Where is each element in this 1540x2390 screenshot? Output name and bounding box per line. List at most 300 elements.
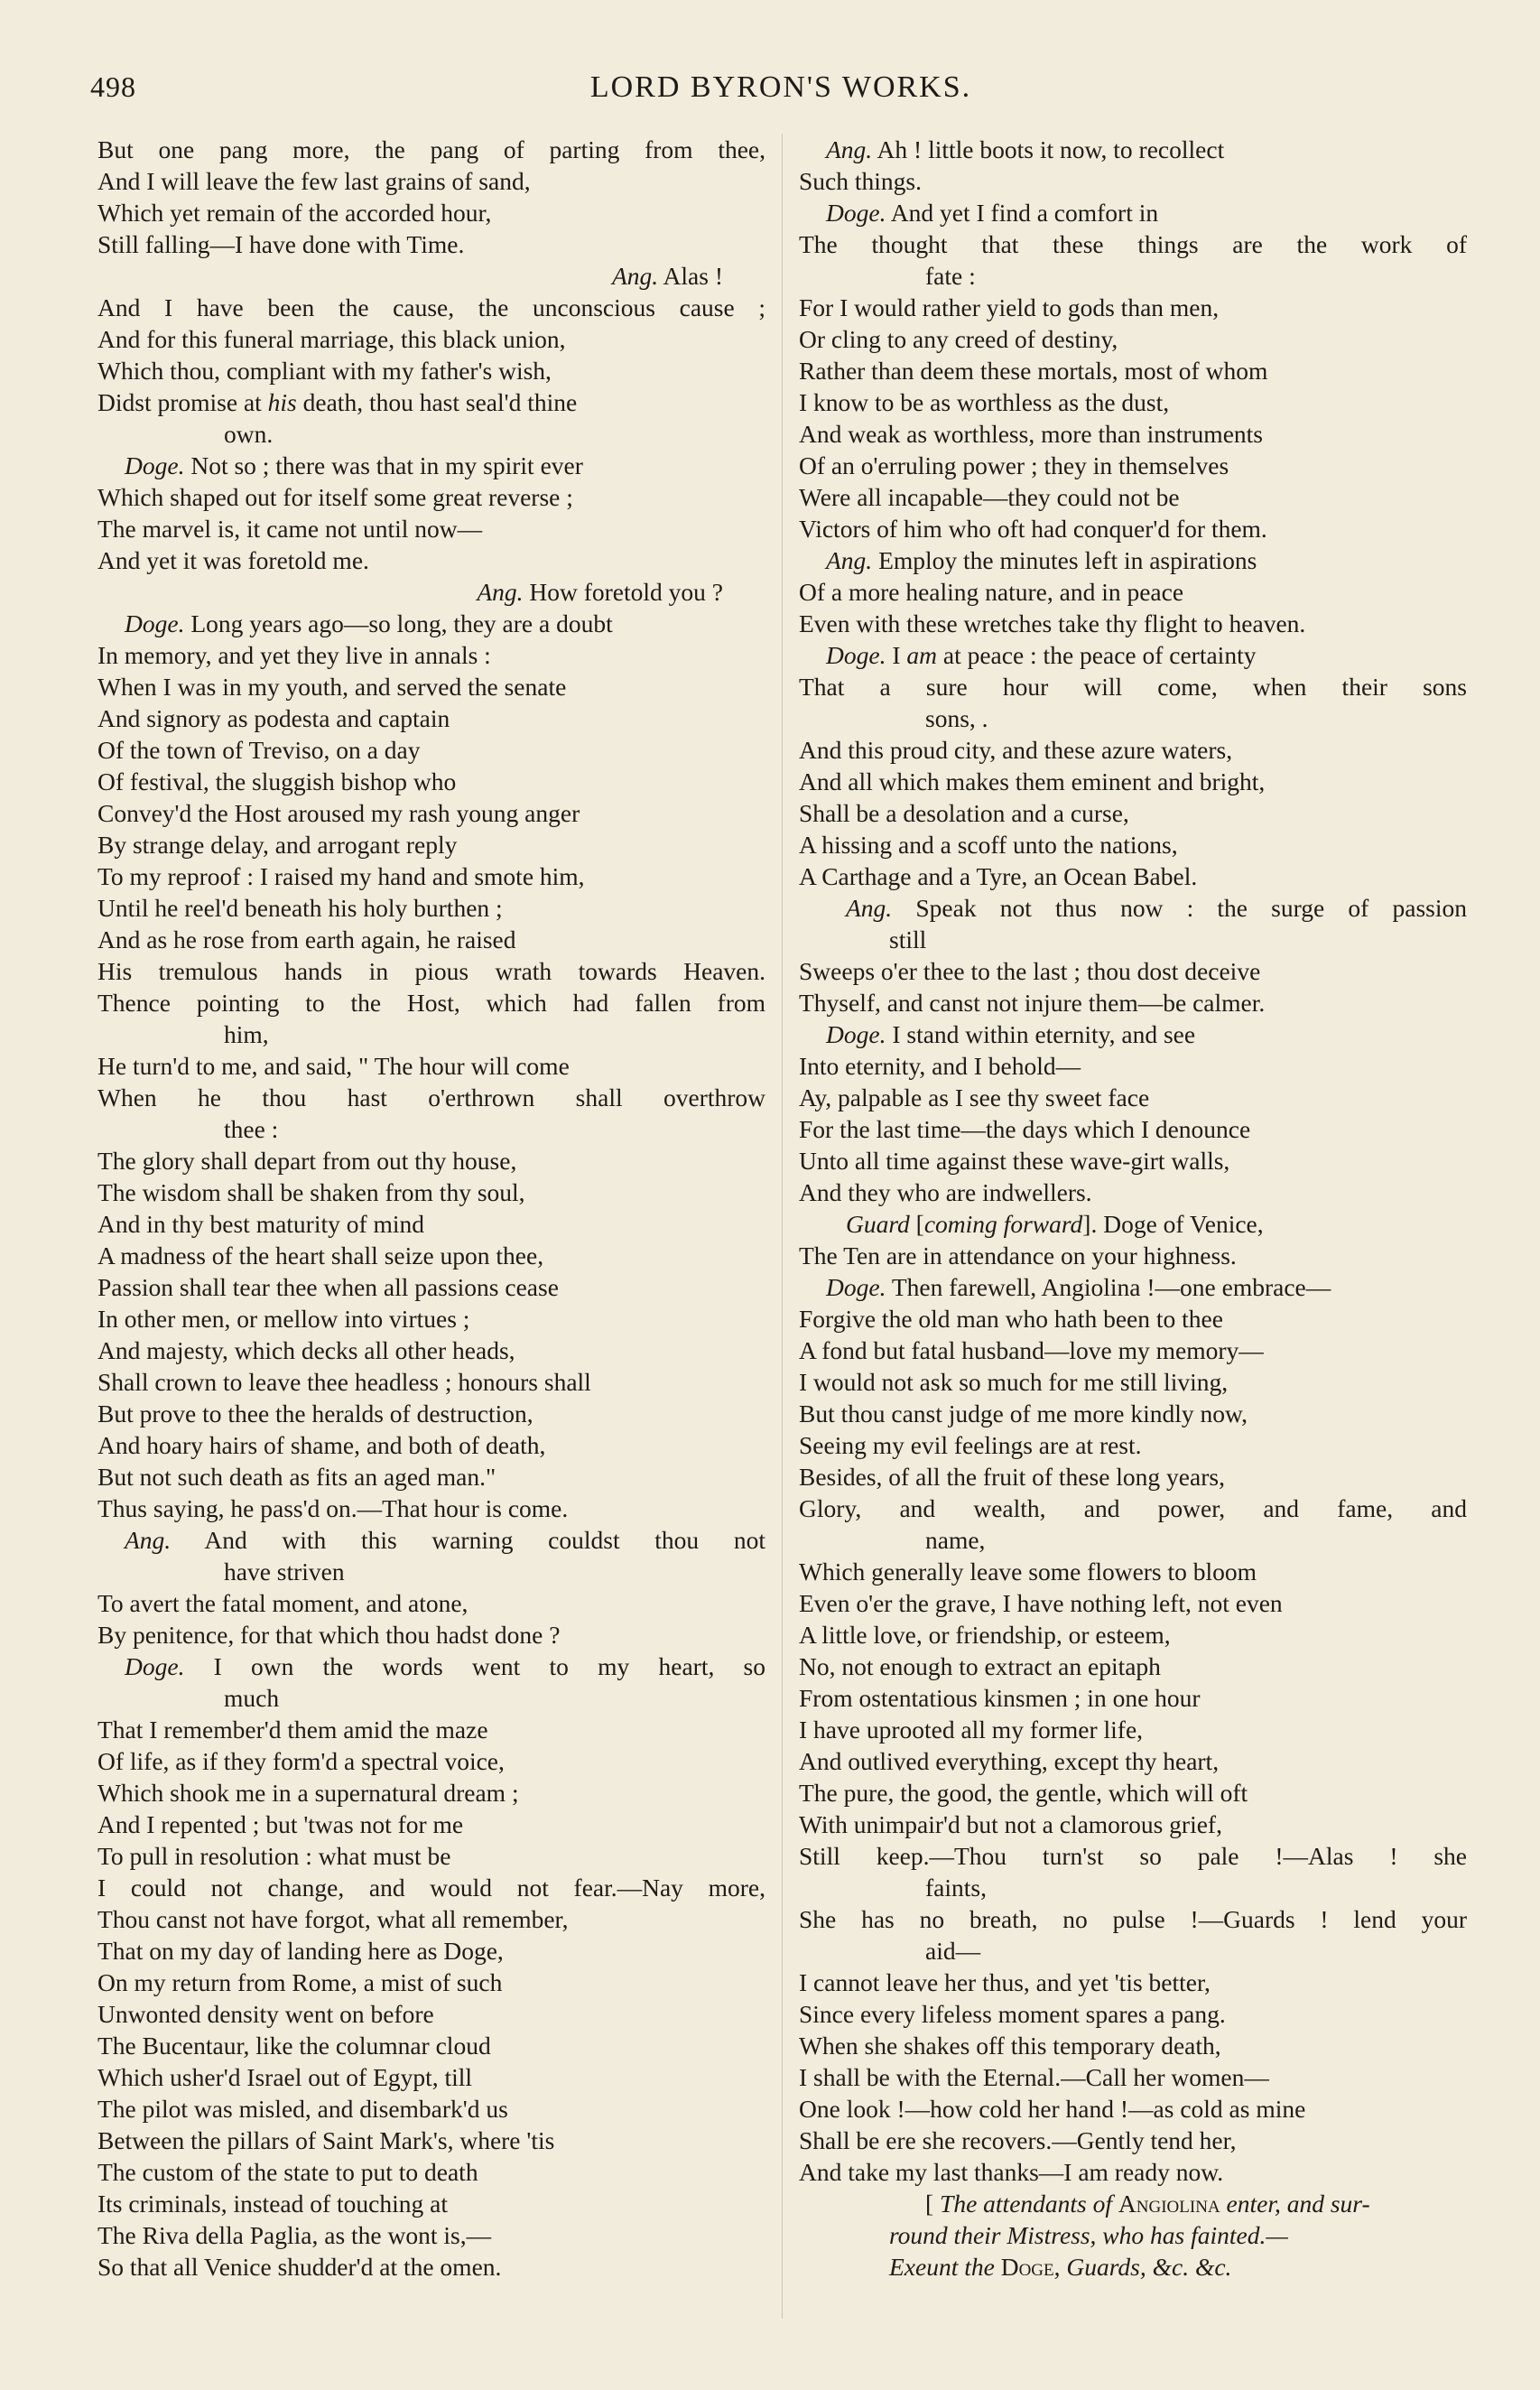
line-text: Long years ago—so long, they are a doubt bbox=[184, 609, 613, 637]
verse-line bbox=[799, 2188, 1474, 2219]
italic-text: coming forward bbox=[923, 1210, 1083, 1238]
verse-line bbox=[799, 1682, 1474, 1714]
line-text: Which usher'd Israel out of Egypt, till bbox=[97, 2063, 473, 2091]
verse-line bbox=[799, 1018, 1474, 1050]
line-text: Even o'er the grave, I have nothing left, not even bbox=[799, 1589, 1283, 1617]
line-text: Of a more healing nature, and in peace bbox=[799, 578, 1184, 606]
verse-line bbox=[799, 165, 1474, 197]
verse-line bbox=[799, 2219, 1474, 2251]
verse-line bbox=[799, 860, 1474, 892]
italic-text: Doge. bbox=[826, 199, 886, 227]
verse-line bbox=[97, 639, 773, 671]
italic-text: Doge. bbox=[125, 609, 185, 637]
line-text: Alas ! bbox=[658, 262, 723, 290]
line-text: I bbox=[886, 641, 907, 669]
verse-line bbox=[97, 1334, 773, 1366]
verse-line bbox=[97, 1018, 773, 1050]
verse-line bbox=[799, 639, 1474, 671]
verse-line bbox=[97, 1935, 773, 1967]
verse-line bbox=[799, 734, 1474, 766]
verse-line bbox=[799, 2125, 1474, 2156]
line-text: Of the town of Treviso, on a day bbox=[97, 736, 421, 764]
line-text: thee : bbox=[224, 1115, 279, 1143]
line-text: I could not change, and would not fear.—Nay more, bbox=[97, 1874, 765, 1902]
verse-line bbox=[97, 1651, 773, 1682]
verse-line bbox=[799, 766, 1474, 797]
line-text: [ bbox=[909, 1210, 924, 1238]
line-text: And in thy best maturity of mind bbox=[97, 1210, 425, 1238]
verse-line bbox=[97, 292, 773, 323]
verse-line bbox=[97, 481, 773, 513]
italic-text: Guards, &c. &c. bbox=[1066, 2253, 1232, 2281]
line-text: And all which makes them eminent and bright, bbox=[799, 767, 1266, 795]
verse-line bbox=[97, 1208, 773, 1240]
verse-line bbox=[799, 1366, 1474, 1398]
verse-line bbox=[799, 1240, 1474, 1271]
line-text: In other men, or mellow into virtues ; bbox=[97, 1305, 470, 1333]
line-text: The pilot was misled, and disembark'd us bbox=[97, 2095, 508, 2123]
line-text: And I have been the cause, the unconscious cause ; bbox=[97, 293, 765, 321]
verse-line bbox=[97, 544, 773, 576]
line-text: I shall be with the Eternal.—Call her women— bbox=[799, 2063, 1269, 2091]
line-text: For the last time—the days which I denounce bbox=[799, 1115, 1251, 1143]
line-text: And this proud city, and these azure waters, bbox=[799, 736, 1233, 764]
verse-line bbox=[799, 2030, 1474, 2061]
line-text: Seeing my evil feelings are at rest. bbox=[799, 1431, 1142, 1459]
verse-line bbox=[97, 1809, 773, 1840]
line-text: Or cling to any creed of destiny, bbox=[799, 325, 1118, 353]
verse-line bbox=[799, 1777, 1474, 1809]
line-text: Besides, of all the fruit of these long years, bbox=[799, 1463, 1225, 1491]
verse-line bbox=[97, 892, 773, 924]
line-text: Its criminals, instead of touching at bbox=[97, 2190, 448, 2218]
verse-line bbox=[97, 860, 773, 892]
verse-line bbox=[799, 955, 1474, 987]
line-text: name, bbox=[925, 1526, 986, 1554]
left-column bbox=[97, 134, 773, 2319]
verse-line bbox=[799, 1714, 1474, 1745]
line-text: A little love, or friendship, or esteem, bbox=[799, 1621, 1171, 1649]
verse-line bbox=[799, 829, 1474, 860]
line-text: Even with these wretches take thy flight to heaven. bbox=[799, 609, 1306, 637]
verse-line bbox=[97, 671, 773, 702]
verse-line bbox=[97, 1619, 773, 1651]
line-text bbox=[1220, 2190, 1227, 2218]
italic-text: Ang. bbox=[826, 546, 873, 574]
verse-line bbox=[799, 355, 1474, 386]
line-text: Into eternity, and I behold— bbox=[799, 1052, 1081, 1080]
verse-line bbox=[97, 1240, 773, 1271]
verse-line bbox=[97, 2030, 773, 2061]
italic-text: Ang. bbox=[612, 262, 659, 290]
line-text: Still keep.—Thou turn'st so pale !—Alas ! she bbox=[799, 1842, 1467, 1870]
italic-text: Guard bbox=[846, 1210, 910, 1238]
italic-text: Doge. bbox=[826, 1020, 886, 1048]
verse-line bbox=[799, 892, 1474, 924]
verse-line bbox=[97, 165, 773, 197]
verse-line bbox=[97, 355, 773, 386]
line-text: And take my last thanks—I am ready now. bbox=[799, 2158, 1224, 2186]
verse-line bbox=[799, 987, 1474, 1018]
line-text: Shall be ere she recovers.—Gently tend her, bbox=[799, 2126, 1237, 2154]
line-text: faints, bbox=[925, 1874, 987, 1902]
line-text: But not such death as fits an aged man." bbox=[97, 1463, 496, 1491]
line-text: Which shook me in a supernatural dream ; bbox=[97, 1779, 519, 1807]
line-text: much bbox=[224, 1684, 280, 1712]
verse-line bbox=[799, 134, 1474, 165]
verse-line bbox=[97, 2156, 773, 2188]
line-text: Between the pillars of Saint Mark's, where 'tis bbox=[97, 2126, 555, 2154]
verse-line bbox=[97, 1271, 773, 1303]
line-text: But thou canst judge of me more kindly now, bbox=[799, 1400, 1248, 1427]
page-header bbox=[90, 70, 1471, 116]
line-text: Such things. bbox=[799, 167, 922, 195]
verse-line bbox=[97, 734, 773, 766]
verse-line bbox=[97, 924, 773, 955]
italic-text: The attendants of bbox=[940, 2190, 1113, 2218]
line-text: That on my day of landing here as Doge, bbox=[97, 1937, 504, 1965]
line-text: Employ the minutes left in aspirations bbox=[872, 546, 1257, 574]
verse-line bbox=[97, 1587, 773, 1619]
verse-line bbox=[799, 1967, 1474, 1998]
verse-line bbox=[97, 1050, 773, 1082]
verse-line bbox=[97, 2093, 773, 2125]
verse-line bbox=[97, 702, 773, 734]
line-text: Ay, palpable as I see thy sweet face bbox=[799, 1083, 1150, 1111]
line-text: Shall crown to leave thee headless ; honours shall bbox=[97, 1368, 591, 1396]
line-text: Still falling—I have done with Time. bbox=[97, 230, 465, 258]
line-text: To pull in resolution : what must be bbox=[97, 1842, 451, 1870]
line-text bbox=[1112, 2190, 1118, 2218]
column-divider bbox=[782, 134, 783, 2319]
line-text: I have uprooted all my former life, bbox=[799, 1716, 1144, 1744]
verse-line bbox=[799, 1113, 1474, 1145]
line-text: Until he reel'd beneath his holy burthen ; bbox=[97, 894, 503, 922]
line-text: And hoary hairs of shame, and both of death, bbox=[97, 1431, 546, 1459]
verse-line bbox=[97, 1777, 773, 1809]
line-text: A madness of the heart shall seize upon thee, bbox=[97, 1241, 544, 1269]
line-text: And signory as podesta and captain bbox=[97, 704, 450, 732]
line-text: To my reproof : I raised my hand and smote him, bbox=[97, 862, 585, 890]
verse-line bbox=[799, 1050, 1474, 1082]
line-text: No, not enough to extract an epitaph bbox=[799, 1652, 1161, 1680]
line-text: And yet I find a comfort in bbox=[886, 199, 1159, 227]
line-text: In memory, and yet they live in annals : bbox=[97, 641, 491, 669]
verse-line bbox=[799, 1587, 1474, 1619]
line-text: , bbox=[1053, 2253, 1067, 2281]
verse-line bbox=[97, 2188, 773, 2219]
italic-text: Doge. bbox=[125, 451, 185, 479]
line-text: Then farewell, Angiolina !—one embrace— bbox=[886, 1273, 1331, 1301]
line-text: On my return from Rome, a mist of such bbox=[97, 1968, 503, 1996]
verse-line bbox=[799, 1398, 1474, 1429]
verse-line bbox=[799, 2061, 1474, 2093]
verse-line bbox=[97, 134, 773, 165]
line-text: Convey'd the Host aroused my rash young anger bbox=[97, 799, 580, 827]
line-text: fate : bbox=[925, 262, 976, 290]
line-text: A fond but fatal husband—love my memory— bbox=[799, 1336, 1264, 1364]
line-text: With unimpair'd but not a clamorous grief, bbox=[799, 1810, 1222, 1838]
verse-line bbox=[799, 1556, 1474, 1587]
line-text: Were all incapable—they could not be bbox=[799, 483, 1180, 511]
line-text: Which generally leave some flowers to bloom bbox=[799, 1558, 1257, 1586]
line-text: Which yet remain of the accorded hour, bbox=[97, 199, 492, 227]
verse-line bbox=[799, 576, 1474, 608]
verse-line bbox=[97, 228, 773, 260]
line-text: sons, . bbox=[925, 704, 988, 732]
line-text: Passion shall tear thee when all passions cease bbox=[97, 1273, 559, 1301]
italic-text: round their Mistress, who has fainted.— bbox=[889, 2221, 1288, 2249]
verse-line bbox=[97, 2061, 773, 2093]
verse-line bbox=[799, 260, 1474, 292]
verse-line bbox=[97, 1176, 773, 1208]
line-text: still bbox=[889, 925, 927, 953]
line-text: ]. Doge of Venice, bbox=[1082, 1210, 1264, 1238]
verse-line bbox=[799, 1334, 1474, 1366]
italic-text: Ang. bbox=[477, 578, 524, 606]
line-text: Unto all time against these wave-girt walls, bbox=[799, 1147, 1230, 1175]
line-text: him, bbox=[224, 1020, 269, 1048]
line-text: By penitence, for that which thou hadst done ? bbox=[97, 1621, 561, 1649]
running-head: LORD BYRON'S WORKS. bbox=[589, 70, 972, 104]
line-text: The wisdom shall be shaken from thy soul, bbox=[97, 1178, 525, 1206]
line-text: By strange delay, and arrogant reply bbox=[97, 831, 458, 859]
line-text: The Riva della Paglia, as the wont is,— bbox=[97, 2221, 492, 2249]
line-text: Thyself, and canst not injure them—be calmer. bbox=[799, 989, 1266, 1017]
verse-line bbox=[97, 1840, 773, 1872]
small-caps-name: Angiolina bbox=[1118, 2190, 1220, 2218]
verse-line bbox=[97, 2219, 773, 2251]
line-text: He turn'd to me, and said, " The hour will come bbox=[97, 1052, 570, 1080]
verse-line bbox=[799, 450, 1474, 481]
line-text: She has no breath, no pulse !—Guards ! lend your bbox=[799, 1905, 1467, 1933]
line-text: Thus saying, he pass'd on.—That hour is come. bbox=[97, 1494, 569, 1522]
verse-line bbox=[97, 1745, 773, 1777]
verse-line bbox=[799, 544, 1474, 576]
line-text: And weak as worthless, more than instruments bbox=[799, 420, 1264, 448]
verse-line bbox=[799, 513, 1474, 544]
verse-line bbox=[799, 671, 1474, 702]
line-text: Since every lifeless moment spares a pang. bbox=[799, 2000, 1226, 2028]
verse-line bbox=[799, 228, 1474, 260]
verse-line bbox=[799, 1493, 1474, 1524]
verse-line bbox=[97, 2251, 773, 2283]
line-text: Rather than deem these mortals, most of whom bbox=[799, 357, 1268, 385]
line-text: When he thou hast o'erthrown shall overthrow bbox=[97, 1083, 765, 1111]
line-text: at peace : the peace of certainty bbox=[937, 641, 1257, 669]
italic-text: Ang. bbox=[826, 135, 873, 163]
verse-line bbox=[799, 608, 1474, 639]
verse-line bbox=[97, 323, 773, 355]
line-text: That I remember'd them amid the maze bbox=[97, 1716, 488, 1744]
line-text: The glory shall depart from out thy house, bbox=[97, 1147, 517, 1175]
line-text: Forgive the old man who hath been to thee bbox=[799, 1305, 1223, 1333]
verse-line bbox=[97, 1303, 773, 1334]
line-text: Sweeps o'er thee to the last ; thou dost deceive bbox=[799, 957, 1261, 985]
verse-line bbox=[799, 1145, 1474, 1176]
verse-line bbox=[799, 2156, 1474, 2188]
line-text: When she shakes off this temporary death, bbox=[799, 2032, 1221, 2060]
line-text: And they who are indwellers. bbox=[799, 1178, 1092, 1206]
line-text: The Bucentaur, like the columnar cloud bbox=[97, 2032, 491, 2060]
verse-line bbox=[799, 1082, 1474, 1113]
line-text: I know to be as worthless as the dust, bbox=[799, 388, 1170, 416]
line-text: aid— bbox=[925, 1937, 981, 1965]
verse-line bbox=[799, 481, 1474, 513]
verse-line bbox=[799, 1524, 1474, 1556]
verse-line bbox=[799, 2251, 1474, 2283]
line-text: Thou canst not have forgot, what all remember, bbox=[97, 1905, 569, 1933]
line-text: Of festival, the sluggish bishop who bbox=[97, 767, 457, 795]
verse-line bbox=[97, 1682, 773, 1714]
verse-line bbox=[799, 1619, 1474, 1651]
verse-line bbox=[97, 450, 773, 481]
verse-line bbox=[799, 386, 1474, 418]
italic-text: Doge. bbox=[826, 641, 886, 669]
verse-line bbox=[97, 1366, 773, 1398]
verse-line bbox=[97, 1145, 773, 1176]
verse-line bbox=[799, 1271, 1474, 1303]
line-text: I would not ask so much for me still living, bbox=[799, 1368, 1229, 1396]
verse-line bbox=[97, 197, 773, 228]
verse-line bbox=[799, 1935, 1474, 1967]
line-text: Of an o'erruling power ; they in themselves bbox=[799, 451, 1229, 479]
verse-line bbox=[799, 797, 1474, 829]
verse-line bbox=[799, 1429, 1474, 1461]
verse-line bbox=[799, 1809, 1474, 1840]
italic-text: am bbox=[906, 641, 937, 669]
line-text: have striven bbox=[224, 1558, 345, 1586]
italic-text: his bbox=[267, 388, 297, 416]
line-text: And outlived everything, except thy heart, bbox=[799, 1747, 1220, 1775]
line-text: How foretold you ? bbox=[523, 578, 723, 606]
verse-line bbox=[97, 2125, 773, 2156]
line-text: One look !—how cold her hand !—as cold as mine bbox=[799, 2095, 1306, 2123]
line-text: Didst promise at bbox=[97, 388, 268, 416]
line-text: And I will leave the few last grains of sand, bbox=[97, 167, 531, 195]
verse-line bbox=[799, 1745, 1474, 1777]
verse-line bbox=[97, 576, 773, 608]
verse-line bbox=[799, 292, 1474, 323]
verse-line bbox=[799, 1872, 1474, 1903]
line-text: Thence pointing to the Host, which had fallen from bbox=[97, 989, 765, 1017]
line-text: His tremulous hands in pious wrath towards Heaven. bbox=[97, 957, 765, 985]
line-text: And majesty, which decks all other heads, bbox=[97, 1336, 515, 1364]
line-text: Of life, as if they form'd a spectral voice, bbox=[97, 1747, 505, 1775]
italic-text: Doge. bbox=[125, 1652, 185, 1680]
line-text: own. bbox=[224, 420, 274, 448]
line-text: Victors of him who oft had conquer'd for them. bbox=[799, 515, 1267, 543]
verse-line bbox=[97, 797, 773, 829]
verse-line bbox=[799, 1903, 1474, 1935]
line-text: And as he rose from earth again, he raised bbox=[97, 925, 516, 953]
line-text: The marvel is, it came not until now— bbox=[97, 515, 483, 543]
verse-line bbox=[97, 1398, 773, 1429]
line-text: A hissing and a scoff unto the nations, bbox=[799, 831, 1178, 859]
verse-line bbox=[799, 418, 1474, 450]
line-text: And with this warning couldst thou not bbox=[171, 1526, 765, 1554]
verse-line bbox=[97, 418, 773, 450]
line-text: Not so ; there was that in my spirit ever bbox=[184, 451, 583, 479]
verse-line bbox=[97, 1082, 773, 1113]
line-text: The thought that these things are the work of bbox=[799, 230, 1467, 258]
verse-line bbox=[97, 766, 773, 797]
verse-line bbox=[97, 260, 773, 292]
line-text: So that all Venice shudder'd at the omen. bbox=[97, 2253, 502, 2281]
verse-line bbox=[97, 1429, 773, 1461]
line-text: And yet it was foretold me. bbox=[97, 546, 369, 574]
verse-line bbox=[799, 2093, 1474, 2125]
italic-text: Exeunt the bbox=[889, 2253, 995, 2281]
line-text: That a sure hour will come, when their sons bbox=[799, 673, 1467, 701]
italic-text: Ang. bbox=[125, 1526, 172, 1554]
line-text: But one pang more, the pang of parting from thee, bbox=[97, 135, 765, 163]
line-text: For I would rather yield to gods than men, bbox=[799, 293, 1220, 321]
verse-line bbox=[799, 323, 1474, 355]
verse-line bbox=[97, 513, 773, 544]
verse-line bbox=[97, 987, 773, 1018]
line-text: The Ten are in attendance on your highness. bbox=[799, 1241, 1237, 1269]
verse-line bbox=[97, 1714, 773, 1745]
line-text: The pure, the good, the gentle, which will oft bbox=[799, 1779, 1248, 1807]
verse-line bbox=[97, 1461, 773, 1493]
verse-line bbox=[97, 1556, 773, 1587]
line-text: Unwonted density went on before bbox=[97, 2000, 434, 2028]
line-text bbox=[995, 2253, 1001, 2281]
verse-line bbox=[799, 1303, 1474, 1334]
line-text: And for this funeral marriage, this black union, bbox=[97, 325, 566, 353]
line-text: Which thou, compliant with my father's wish, bbox=[97, 357, 552, 385]
verse-line bbox=[799, 924, 1474, 955]
verse-line bbox=[97, 955, 773, 987]
line-text: When I was in my youth, and served the senate bbox=[97, 673, 567, 701]
verse-line bbox=[799, 1461, 1474, 1493]
line-text: To avert the fatal moment, and atone, bbox=[97, 1589, 468, 1617]
verse-line bbox=[799, 702, 1474, 734]
line-text: And I repented ; but 'twas not for me bbox=[97, 1810, 464, 1838]
small-caps-name: Doge bbox=[1000, 2253, 1054, 2281]
verse-line bbox=[799, 197, 1474, 228]
verse-line bbox=[799, 1176, 1474, 1208]
line-text: A Carthage and a Tyre, an Ocean Babel. bbox=[799, 862, 1198, 890]
verse-line bbox=[799, 1208, 1474, 1240]
italic-text: Ang. bbox=[846, 894, 893, 922]
verse-line bbox=[97, 1903, 773, 1935]
verse-line bbox=[97, 608, 773, 639]
line-text: [ bbox=[925, 2190, 941, 2218]
verse-line bbox=[97, 1967, 773, 1998]
line-text: Which shaped out for itself some great reverse ; bbox=[97, 483, 573, 511]
line-text: I own the words went to my heart, so bbox=[184, 1652, 765, 1680]
italic-text: enter, and sur- bbox=[1226, 2190, 1370, 2218]
verse-line bbox=[97, 1493, 773, 1524]
line-text: I cannot leave her thus, and yet 'tis better, bbox=[799, 1968, 1211, 1996]
italic-text: Doge. bbox=[826, 1273, 886, 1301]
verse-line bbox=[799, 1840, 1474, 1872]
line-text: Speak not thus now : the surge of passion bbox=[892, 894, 1467, 922]
verse-line bbox=[97, 1998, 773, 2030]
line-text: But prove to thee the heralds of destruction, bbox=[97, 1400, 533, 1427]
page-number: 498 bbox=[90, 70, 136, 103]
line-text: The custom of the state to put to death bbox=[97, 2158, 478, 2186]
line-text: I stand within eternity, and see bbox=[886, 1020, 1196, 1048]
right-column bbox=[799, 134, 1474, 2319]
verse-line bbox=[97, 386, 773, 418]
line-text: Glory, and wealth, and power, and fame, and bbox=[799, 1494, 1467, 1522]
verse-line bbox=[799, 1998, 1474, 2030]
line-text: death, thou hast seal'd thine bbox=[296, 388, 578, 416]
verse-line bbox=[97, 1872, 773, 1903]
